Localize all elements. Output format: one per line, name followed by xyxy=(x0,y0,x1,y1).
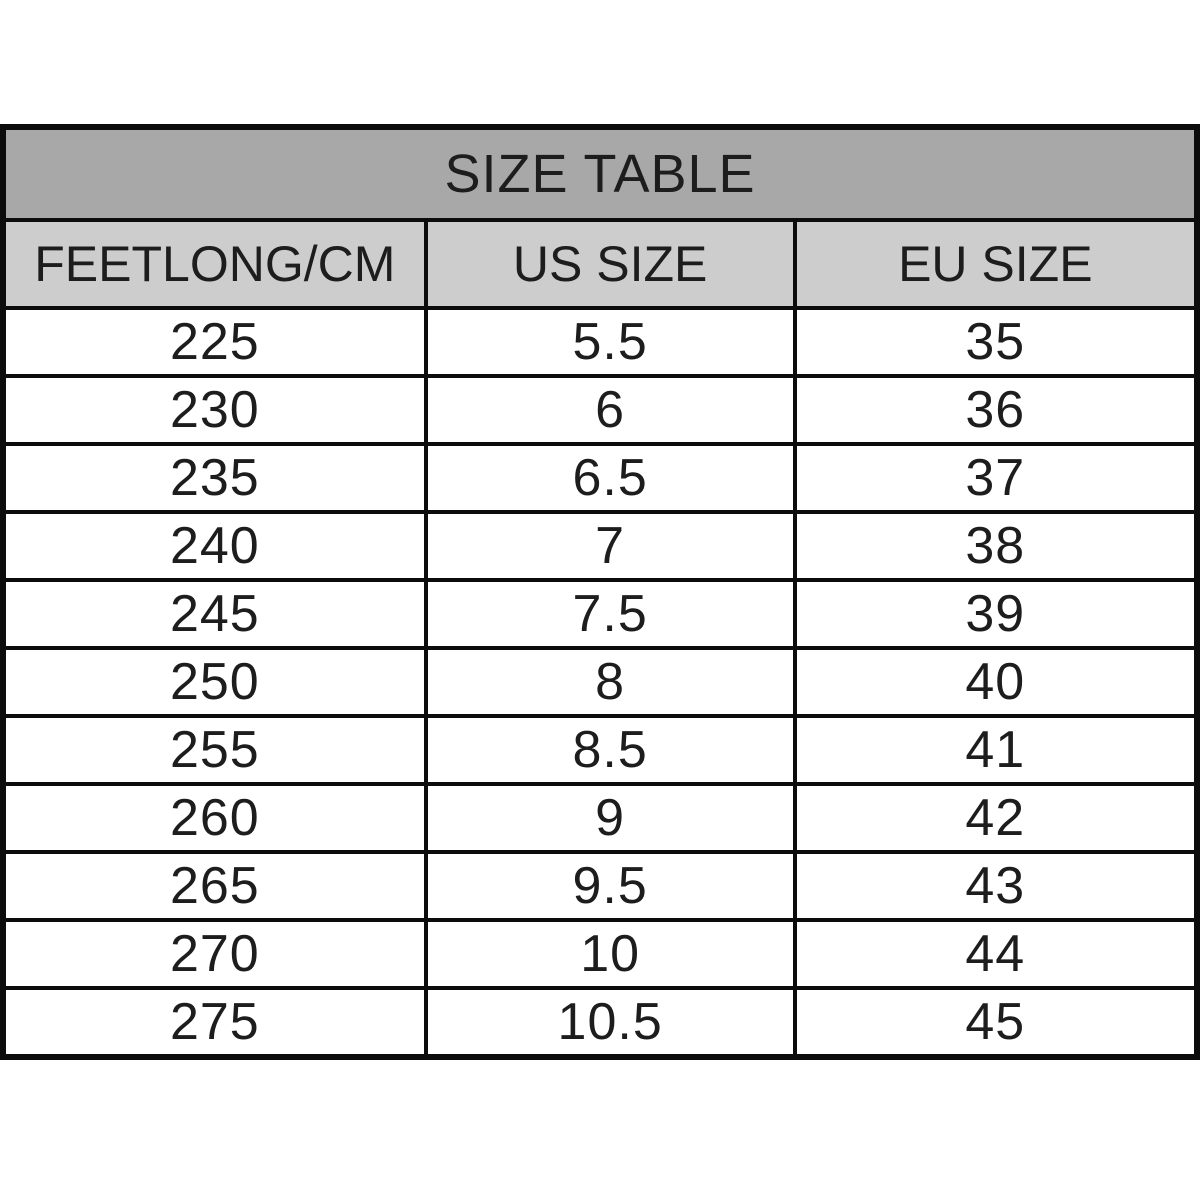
table-row xyxy=(3,852,1197,920)
us-size-cell: 9 xyxy=(426,784,795,852)
feetlong-cm-cell: 235 xyxy=(3,444,426,512)
us-size-cell: 8 xyxy=(426,648,795,716)
table-row xyxy=(3,444,1197,512)
table-row xyxy=(3,308,1197,376)
eu-size-cell: 43 xyxy=(795,852,1197,920)
table-row xyxy=(3,988,1197,1057)
feetlong-cm-cell: 225 xyxy=(3,308,426,376)
feetlong-cm-cell: 260 xyxy=(3,784,426,852)
us-size-cell: 9.5 xyxy=(426,852,795,920)
eu-size-cell: 41 xyxy=(795,716,1197,784)
feetlong-cm-cell: 275 xyxy=(3,988,426,1057)
us-size-cell: 10.5 xyxy=(426,988,795,1057)
feetlong-cm-cell: 250 xyxy=(3,648,426,716)
table-row xyxy=(3,580,1197,648)
eu-size-cell: 44 xyxy=(795,920,1197,988)
table-row xyxy=(3,376,1197,444)
column-header-us-size: US SIZE xyxy=(426,220,795,308)
column-header-eu-size: EU SIZE xyxy=(795,220,1197,308)
us-size-cell: 5.5 xyxy=(426,308,795,376)
feetlong-cm-cell: 230 xyxy=(3,376,426,444)
feetlong-cm-cell: 265 xyxy=(3,852,426,920)
feetlong-cm-cell: 240 xyxy=(3,512,426,580)
eu-size-cell: 36 xyxy=(795,376,1197,444)
us-size-cell: 6.5 xyxy=(426,444,795,512)
feetlong-cm-cell: 245 xyxy=(3,580,426,648)
table-header-row xyxy=(3,220,1197,308)
eu-size-cell: 35 xyxy=(795,308,1197,376)
us-size-cell: 7.5 xyxy=(426,580,795,648)
us-size-cell: 8.5 xyxy=(426,716,795,784)
us-size-cell: 6 xyxy=(426,376,795,444)
eu-size-cell: 45 xyxy=(795,988,1197,1057)
table-row xyxy=(3,920,1197,988)
us-size-cell: 7 xyxy=(426,512,795,580)
table-row xyxy=(3,784,1197,852)
us-size-cell: 10 xyxy=(426,920,795,988)
eu-size-cell: 40 xyxy=(795,648,1197,716)
eu-size-cell: 37 xyxy=(795,444,1197,512)
eu-size-cell: 39 xyxy=(795,580,1197,648)
table-title-row xyxy=(3,127,1197,220)
table-title: SIZE TABLE xyxy=(3,127,1197,220)
feetlong-cm-cell: 255 xyxy=(3,716,426,784)
eu-size-cell: 42 xyxy=(795,784,1197,852)
size-table xyxy=(0,124,1200,1060)
table-row xyxy=(3,512,1197,580)
table-row xyxy=(3,648,1197,716)
table-body xyxy=(3,308,1197,1057)
eu-size-cell: 38 xyxy=(795,512,1197,580)
feetlong-cm-cell: 270 xyxy=(3,920,426,988)
column-header-feetlong-cm: FEETLONG/CM xyxy=(3,220,426,308)
table-row xyxy=(3,716,1197,784)
